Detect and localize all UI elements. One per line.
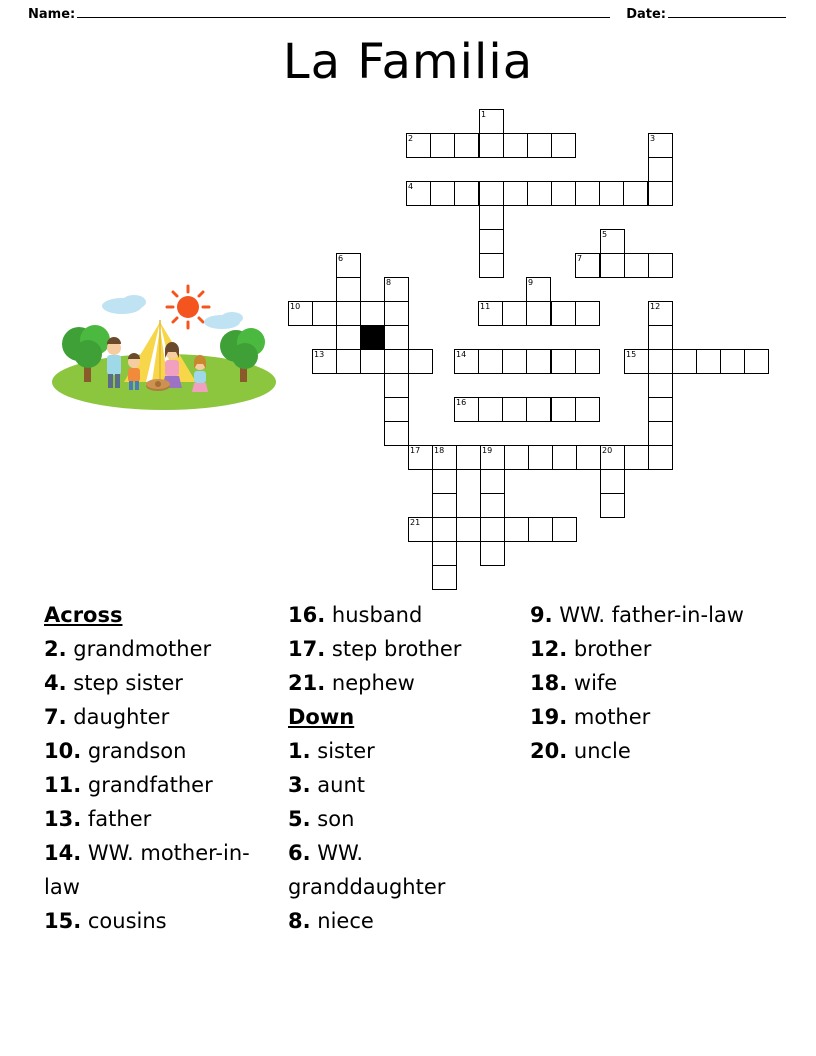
- grid-cell-number: 18: [434, 446, 445, 455]
- page-title: La Familia: [282, 34, 534, 90]
- grid-cell[interactable]: [648, 157, 673, 182]
- grid-cell[interactable]: [384, 349, 409, 374]
- clue-number: 3.: [288, 773, 311, 797]
- grid-cell[interactable]: [479, 109, 504, 134]
- clue-down-18: [530, 666, 774, 700]
- grid-cell[interactable]: [312, 349, 337, 374]
- grid-cell[interactable]: [408, 445, 433, 470]
- grid-cell[interactable]: [478, 301, 503, 326]
- clue-text: husband: [331, 603, 423, 627]
- clue-number: 18.: [530, 671, 568, 695]
- grid-cell[interactable]: [406, 181, 431, 206]
- grid-block: [360, 325, 385, 350]
- grid-cell[interactable]: [479, 181, 504, 206]
- grid-cell[interactable]: [672, 349, 697, 374]
- down-heading: Down: [288, 705, 355, 729]
- grid-cell-number: 4: [408, 182, 414, 191]
- grid-cell[interactable]: [623, 181, 648, 206]
- grid-cell[interactable]: [551, 301, 576, 326]
- grid-cell-number: 3: [650, 134, 656, 143]
- grid-cell[interactable]: [454, 397, 479, 422]
- grid-cell[interactable]: [432, 541, 457, 566]
- grid-cell[interactable]: [384, 301, 409, 326]
- grid-cell[interactable]: [312, 301, 337, 326]
- grid-cell-number: 19: [482, 446, 493, 455]
- clue-text: WW. mother-in-law: [44, 841, 250, 899]
- grid-cell[interactable]: [432, 493, 457, 518]
- clue-text: WW. father-in-law: [559, 603, 744, 627]
- grid-cell[interactable]: [478, 349, 503, 374]
- clue-number: 10.: [44, 739, 82, 763]
- name-label: Name:: [28, 7, 76, 22]
- grid-cell[interactable]: [480, 541, 505, 566]
- grid-cell[interactable]: [454, 133, 479, 158]
- clue-text: grandmother: [73, 637, 212, 661]
- grid-cell[interactable]: [648, 397, 673, 422]
- clue-number: 12.: [530, 637, 568, 661]
- grid-cell[interactable]: [432, 565, 457, 590]
- grid-cell[interactable]: [720, 349, 745, 374]
- grid-cell-number: 8: [386, 278, 392, 287]
- clue-across-7: [44, 700, 284, 734]
- grid-cell[interactable]: [384, 421, 409, 446]
- clue-across-11: [44, 768, 284, 802]
- clue-down-9: [530, 598, 774, 632]
- grid-cell[interactable]: [648, 253, 673, 278]
- grid-cell[interactable]: [600, 229, 625, 254]
- grid-cell[interactable]: [696, 349, 721, 374]
- grid-cell[interactable]: [551, 397, 576, 422]
- grid-cell[interactable]: [503, 181, 528, 206]
- grid-cell[interactable]: [432, 517, 457, 542]
- grid-cell[interactable]: [527, 133, 552, 158]
- grid-cell[interactable]: [430, 133, 455, 158]
- grid-cell[interactable]: [527, 181, 552, 206]
- clue-number: 2.: [44, 637, 67, 661]
- grid-cell-number: 20: [602, 446, 613, 455]
- grid-cell-number: 21: [410, 518, 421, 527]
- grid-cell[interactable]: [430, 181, 455, 206]
- clue-number: 13.: [44, 807, 82, 831]
- clue-text: wife: [573, 671, 618, 695]
- clue-across-15: [44, 904, 284, 938]
- grid-cell-number: 1: [481, 110, 487, 119]
- clue-down-19: [530, 700, 774, 734]
- grid-cell[interactable]: [648, 349, 673, 374]
- grid-cell[interactable]: [336, 325, 361, 350]
- grid-cell[interactable]: [575, 397, 600, 422]
- grid-cell-number: 16: [456, 398, 467, 407]
- grid-cell[interactable]: [502, 397, 527, 422]
- grid-cell-number: 15: [626, 350, 637, 359]
- grid-cell[interactable]: [600, 493, 625, 518]
- grid-cell[interactable]: [624, 349, 649, 374]
- grid-cell[interactable]: [551, 349, 576, 374]
- grid-cell[interactable]: [575, 349, 600, 374]
- grid-cell[interactable]: [432, 445, 457, 470]
- clue-down-8: [288, 904, 518, 938]
- across-heading: Across: [44, 603, 123, 627]
- clue-number: 6.: [288, 841, 311, 865]
- clue-number: 16.: [288, 603, 326, 627]
- clue-text: sister: [317, 739, 375, 763]
- grid-cell[interactable]: [575, 181, 600, 206]
- grid-cell[interactable]: [503, 133, 528, 158]
- grid-cell[interactable]: [526, 277, 551, 302]
- grid-cell[interactable]: [648, 301, 673, 326]
- clue-number: 8.: [288, 909, 311, 933]
- clue-number: 21.: [288, 671, 326, 695]
- clue-number: 9.: [530, 603, 553, 627]
- clue-across-14: [44, 836, 284, 904]
- grid-cell[interactable]: [408, 349, 433, 374]
- clue-across-2: [44, 632, 284, 666]
- grid-cell[interactable]: [336, 349, 361, 374]
- clue-number: 19.: [530, 705, 568, 729]
- clue-text: niece: [317, 909, 374, 933]
- clues-column-2: [288, 598, 518, 938]
- grid-cell[interactable]: [576, 445, 601, 470]
- clue-number: 7.: [44, 705, 67, 729]
- grid-cell[interactable]: [504, 517, 529, 542]
- grid-cell[interactable]: [408, 517, 433, 542]
- grid-cell[interactable]: [456, 517, 481, 542]
- grid-cell[interactable]: [480, 493, 505, 518]
- grid-cell[interactable]: [575, 301, 600, 326]
- grid-cell[interactable]: [384, 373, 409, 398]
- grid-cell[interactable]: [648, 445, 673, 470]
- grid-cell[interactable]: [744, 349, 769, 374]
- clue-down-1: [288, 734, 518, 768]
- grid-cell-number: 6: [338, 254, 344, 263]
- grid-cell[interactable]: [526, 301, 551, 326]
- grid-cell[interactable]: [480, 445, 505, 470]
- grid-cell-number: 7: [577, 254, 583, 263]
- grid-cell-number: 10: [290, 302, 301, 311]
- clues-section: [44, 598, 774, 958]
- grid-cell[interactable]: [454, 181, 479, 206]
- clue-down-12: [530, 632, 774, 666]
- grid-cell[interactable]: [551, 133, 576, 158]
- grid-cell[interactable]: [480, 469, 505, 494]
- grid-cell[interactable]: [336, 301, 361, 326]
- grid-cell[interactable]: [384, 277, 409, 302]
- grid-cell[interactable]: [384, 325, 409, 350]
- grid-cell[interactable]: [624, 253, 649, 278]
- grid-cell-number: 17: [410, 446, 421, 455]
- grid-cell-number: 2: [408, 134, 414, 143]
- grid-cell[interactable]: [479, 133, 504, 158]
- grid-cell[interactable]: [360, 301, 385, 326]
- clue-text: father: [87, 807, 152, 831]
- grid-cell[interactable]: [600, 253, 625, 278]
- clue-text: step sister: [73, 671, 183, 695]
- grid-cell[interactable]: [384, 397, 409, 422]
- grid-cell[interactable]: [600, 469, 625, 494]
- clue-number: 15.: [44, 909, 82, 933]
- grid-cell[interactable]: [480, 517, 505, 542]
- clue-down-20: [530, 734, 774, 768]
- clue-number: 20.: [530, 739, 568, 763]
- clue-text: aunt: [317, 773, 366, 797]
- clue-number: 5.: [288, 807, 311, 831]
- grid-cell[interactable]: [552, 517, 577, 542]
- grid-cell[interactable]: [575, 253, 600, 278]
- date-label: Date:: [626, 7, 666, 22]
- grid-cell[interactable]: [336, 253, 361, 278]
- grid-cell[interactable]: [336, 277, 361, 302]
- grid-cell-number: 5: [602, 230, 608, 239]
- grid-cell-number: 13: [314, 350, 325, 359]
- clues-column-3: [530, 598, 774, 768]
- grid-cell[interactable]: [551, 181, 576, 206]
- grid-cell[interactable]: [600, 445, 625, 470]
- grid-cell-number: 11: [480, 302, 491, 311]
- grid-cell-number: 14: [456, 350, 467, 359]
- grid-cell[interactable]: [406, 133, 431, 158]
- clue-text: mother: [573, 705, 651, 729]
- clue-number: 14.: [44, 841, 82, 865]
- grid-cell[interactable]: [599, 181, 624, 206]
- clue-across-17: [288, 632, 518, 666]
- grid-cell[interactable]: [360, 349, 385, 374]
- grid-cell[interactable]: [648, 133, 673, 158]
- grid-cell[interactable]: [528, 517, 553, 542]
- grid-cell[interactable]: [552, 445, 577, 470]
- grid-cell[interactable]: [648, 325, 673, 350]
- clue-number: 17.: [288, 637, 326, 661]
- clue-down-6: [288, 836, 518, 904]
- grid-cell[interactable]: [479, 229, 504, 254]
- clue-number: 11.: [44, 773, 82, 797]
- clue-across-13: [44, 802, 284, 836]
- clue-text: brother: [573, 637, 652, 661]
- clue-text: cousins: [87, 909, 167, 933]
- grid-cell[interactable]: [648, 373, 673, 398]
- grid-cell[interactable]: [648, 421, 673, 446]
- clue-across-4: [44, 666, 284, 700]
- clue-number: 1.: [288, 739, 311, 763]
- grid-cell[interactable]: [624, 445, 649, 470]
- clue-text: nephew: [331, 671, 415, 695]
- clue-text: uncle: [573, 739, 631, 763]
- grid-cell[interactable]: [478, 397, 503, 422]
- grid-cell[interactable]: [502, 301, 527, 326]
- clue-text: son: [317, 807, 355, 831]
- clue-across-21: [288, 666, 518, 700]
- clue-text: grandson: [87, 739, 187, 763]
- clue-down-5: [288, 802, 518, 836]
- clue-number: 4.: [44, 671, 67, 695]
- grid-cell[interactable]: [479, 205, 504, 230]
- grid-cell[interactable]: [432, 469, 457, 494]
- clues-column-1: [44, 598, 284, 938]
- clue-down-3: [288, 768, 518, 802]
- grid-cell[interactable]: [502, 349, 527, 374]
- clue-text: grandfather: [87, 773, 213, 797]
- grid-cell[interactable]: [504, 445, 529, 470]
- clue-across-10: [44, 734, 284, 768]
- clue-across-16: [288, 598, 518, 632]
- grid-cell[interactable]: [479, 253, 504, 278]
- grid-cell[interactable]: [528, 445, 553, 470]
- grid-cell[interactable]: [454, 349, 479, 374]
- clue-text: daughter: [73, 705, 170, 729]
- grid-cell[interactable]: [456, 445, 481, 470]
- grid-cell[interactable]: [526, 397, 551, 422]
- clue-text: WW. granddaughter: [288, 841, 446, 899]
- grid-cell-number: 12: [650, 302, 661, 311]
- clue-text: step brother: [331, 637, 462, 661]
- grid-cell[interactable]: [288, 301, 313, 326]
- grid-cell-number: 9: [528, 278, 534, 287]
- grid-cell[interactable]: [526, 349, 551, 374]
- grid-cell[interactable]: [648, 181, 673, 206]
